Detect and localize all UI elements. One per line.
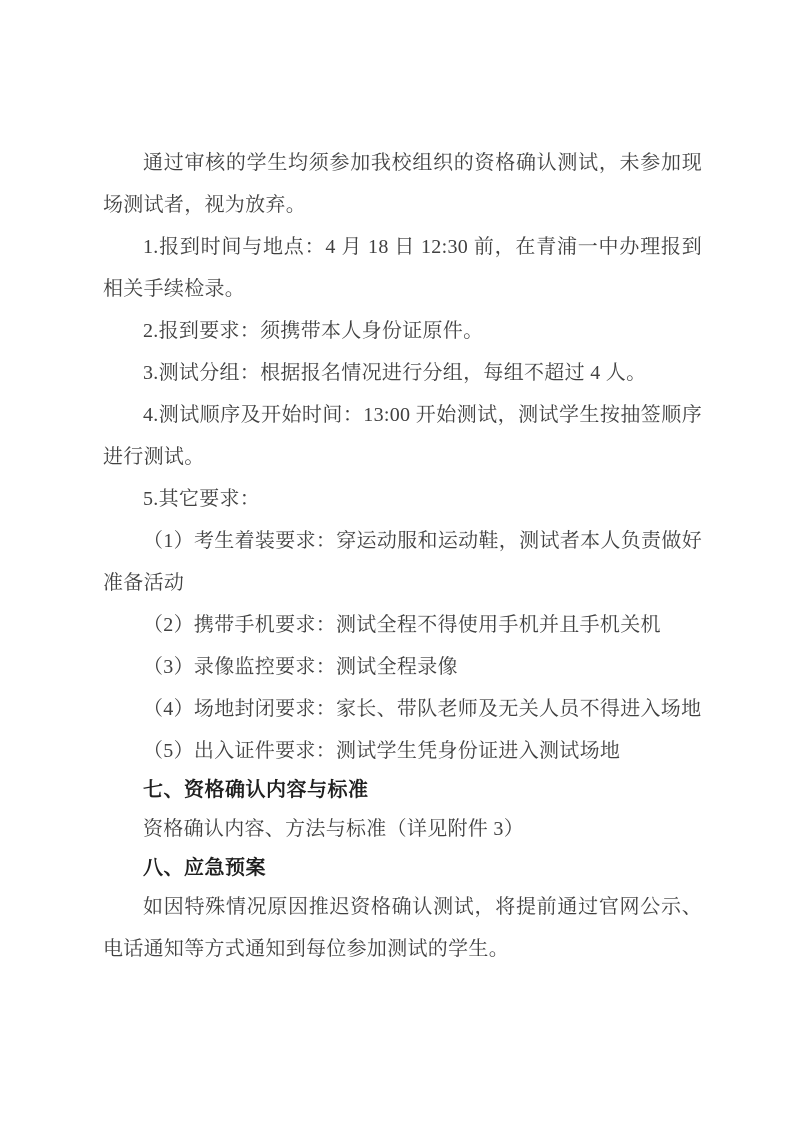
paragraph-item-2-id: 2.报到要求：须携带本人身份证原件。 (143, 320, 484, 342)
paragraph-item-1-checkin: 1.报到时间与地点：4 月 18 日 12:30 前，在青浦一中办理报到相关手续检录。 (103, 236, 702, 300)
paragraph-sub-4-venue: （4）场地封闭要求：家长、带队老师及无关人员不得进入场地 (143, 698, 702, 720)
paragraph-sub-3-recording: （3）录像监控要求：测试全程录像 (143, 656, 458, 678)
section-heading-7: 七、资格确认内容与标准 (143, 779, 369, 801)
paragraph-standards: 资格确认内容、方法与标准（详见附件 3） (143, 818, 524, 840)
paragraph-sub-5-entry: （5）出入证件要求：测试学生凭身份证进入测试场地 (143, 740, 621, 762)
paragraph-emergency: 如因特殊情况原因推迟资格确认测试，将提前通过官网公示、电话通知等方式通知到每位参加测试的学生。 (103, 896, 702, 960)
paragraph-sub-2-phone: （2）携带手机要求：测试全程不得使用手机并且手机关机 (143, 614, 661, 636)
paragraph-item-4-order: 4.测试顺序及开始时间：13:00 开始测试，测试学生按抽签顺序进行测试。 (103, 404, 702, 468)
paragraph-sub-1-attire: （1）考生着装要求：穿运动服和运动鞋，测试者本人负责做好准备活动 (103, 530, 702, 594)
paragraph-item-3-grouping: 3.测试分组：根据报名情况进行分组，每组不超过 4 人。 (143, 362, 647, 384)
paragraph-intro: 通过审核的学生均须参加我校组织的资格确认测试，未参加现场测试者，视为放弃。 (103, 152, 702, 216)
paragraph-item-5-other: 5.其它要求： (143, 488, 261, 510)
section-heading-8: 八、应急预案 (143, 857, 266, 879)
